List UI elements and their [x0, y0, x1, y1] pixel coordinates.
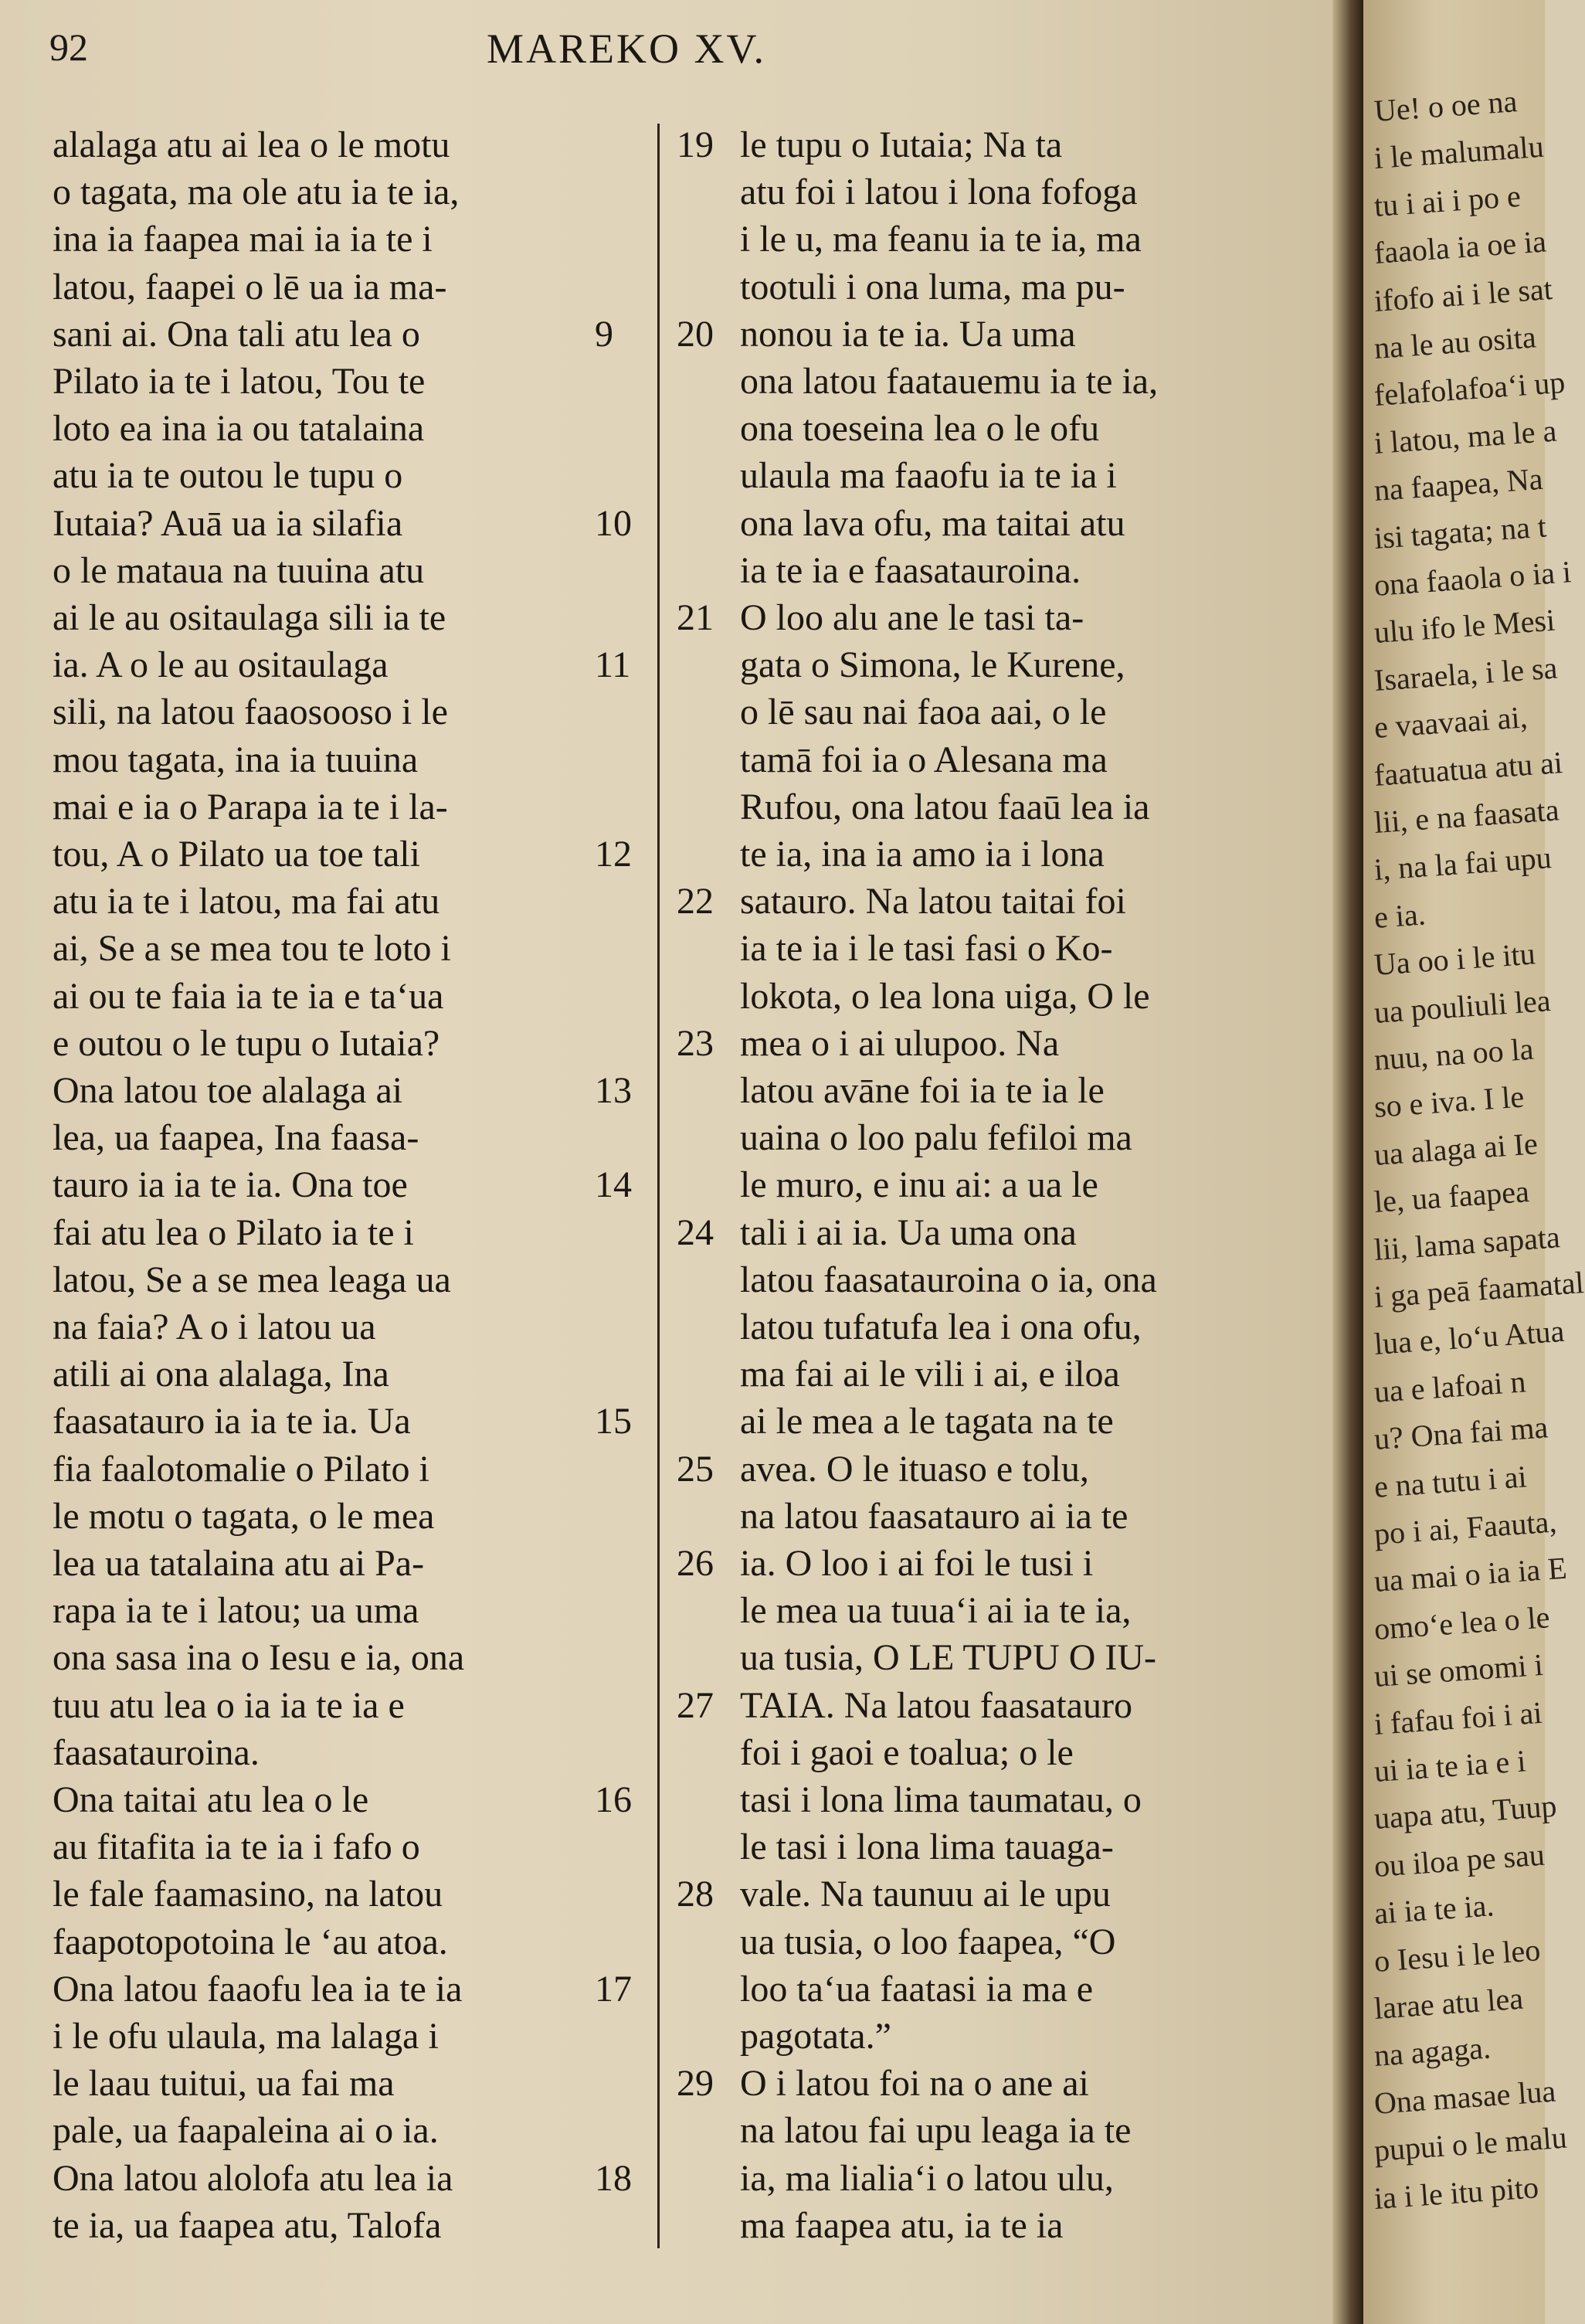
facing-page-text-line: na faapea, Na — [1373, 460, 1544, 508]
verse-number: 29 — [677, 2063, 714, 2105]
facing-page-text-line: e ia. — [1373, 896, 1427, 935]
verse-number: 18 — [595, 2157, 632, 2199]
left-column-text-line: tauro ia ia te ia. Ona toe — [53, 1164, 408, 1206]
right-column-text-line: O loo alu ane le tasi ta- — [740, 597, 1084, 638]
facing-page-text-line: ui se omomi i — [1373, 1646, 1544, 1694]
facing-page-text-line: isi tagata; na t — [1373, 508, 1548, 556]
left-column-text-line: au fitafita ia te ia i fafo o — [53, 1826, 420, 1868]
verse-number: 17 — [595, 1968, 632, 2010]
facing-page-text-line: so e iva. I le — [1373, 1079, 1526, 1125]
left-column-text-line: le fale faamasino, na latou — [53, 1874, 443, 1915]
facing-page-text-line: Ona masae lua — [1373, 2073, 1557, 2121]
left-column-text-line: faasatauroina. — [53, 1731, 260, 1773]
verse-number: 9 — [595, 313, 613, 355]
facing-page-text-line: ua e lafoai n — [1373, 1364, 1527, 1409]
left-column-text-line: Ona latou toe alalaga ai — [53, 1070, 403, 1111]
left-column-text-line: Ona latou alolofa atu lea ia — [53, 2157, 453, 2199]
facing-page-text-line: nuu, na oo la — [1373, 1031, 1535, 1077]
right-column-text-line: o lē sau nai faoa aai, o le — [740, 691, 1107, 733]
left-column-text-line: atu ia te outou le tupu o — [53, 455, 403, 497]
verse-number: 21 — [677, 597, 714, 638]
verse-number: 26 — [677, 1543, 714, 1584]
verse-number: 11 — [595, 644, 631, 686]
left-column-text-line: tuu atu lea o ia ia te ia e — [53, 1684, 405, 1726]
left-column-text-line: fai atu lea o Pilato ia te i — [53, 1211, 414, 1253]
left-column-text-line: lea, ua faapea, Ina faasa- — [53, 1117, 419, 1159]
facing-page-text-line: i, na la fai upu — [1373, 840, 1553, 888]
verse-number: 13 — [595, 1070, 632, 1111]
verse-number: 19 — [677, 124, 714, 165]
right-column-text-line: avea. O le ituaso e tolu, — [740, 1448, 1089, 1490]
left-column-text-line: latou, faapei o lē ua ia ma- — [53, 266, 447, 307]
verse-number: 24 — [677, 1211, 714, 1253]
column-divider — [657, 124, 660, 2248]
facing-page-text-line: le, ua faapea — [1373, 1174, 1531, 1220]
facing-page-text-line: ua mai o ia ia E — [1373, 1551, 1568, 1599]
facing-page-text-line: lii, e na faasata — [1373, 792, 1560, 840]
facing-page-text-line: omoʻe lea o le — [1373, 1599, 1551, 1646]
left-column-text-line: te ia, ua faapea atu, Talofa — [53, 2204, 442, 2246]
left-column-text-line: na faia? A o i latou ua — [53, 1306, 376, 1347]
facing-page — [1363, 0, 1585, 2324]
left-column-text-line: ia. A o le au ositaulaga — [53, 644, 389, 686]
left-column-text-line: latou, Se a se mea leaga ua — [53, 1259, 451, 1300]
facing-page-text-line: po i ai, Faauta, — [1373, 1503, 1558, 1551]
right-column-text-line: ia te ia i le tasi fasi o Ko- — [740, 928, 1113, 970]
right-column-text-line: ona latou faatauemu ia te ia, — [740, 361, 1159, 402]
facing-page-text-line: Isaraela, i le sa — [1373, 650, 1559, 698]
verse-number: 28 — [677, 1874, 714, 1915]
facing-page-text-line: o Iesu i le leo — [1373, 1932, 1542, 1979]
left-column-text-line: mou tagata, ina ia tuuina — [53, 739, 419, 780]
right-column-text-line: latou faasatauroina o ia, ona — [740, 1259, 1157, 1300]
left-column-text-line: ai ou te faia ia te ia e taʻua — [53, 975, 444, 1017]
right-column-text-line: ua tusia, o loo faapea, “O — [740, 1921, 1116, 1962]
right-column-text-line: ulaula ma faaofu ia te ia i — [740, 455, 1117, 497]
left-column-text-line: ai, Se a se mea tou te loto i — [53, 928, 451, 970]
right-column-text-line: O i latou foi na o ane ai — [740, 2063, 1089, 2105]
right-column-text-line: Rufou, ona latou faaū lea ia — [740, 786, 1150, 827]
right-column-text-line: mea o i ai ulupoo. Na — [740, 1022, 1060, 1064]
left-column-text-line: rapa ia te i latou; ua uma — [53, 1590, 419, 1632]
left-column-text-line: atili ai ona alalaga, Ina — [53, 1354, 389, 1395]
facing-page-text-line: i ga peā faamatal — [1373, 1265, 1585, 1314]
right-column-text-line: ona toeseina lea o le ofu — [740, 408, 1100, 450]
verse-number: 25 — [677, 1448, 714, 1490]
right-column-text-line: ma fai ai le vili i ai, e iloa — [740, 1354, 1120, 1395]
left-column-text-line: pale, ua faapaleina ai o ia. — [53, 2110, 439, 2152]
facing-page-text-line: felafolafoaʻi up — [1373, 365, 1566, 413]
right-column-text-line: ai le mea a le tagata na te — [740, 1401, 1114, 1442]
left-column-text-line: o le mataua na tuuina atu — [53, 549, 425, 591]
facing-page-text-line: na agaga. — [1373, 2030, 1492, 2074]
right-column-text-line: ma faapea atu, ia te ia — [740, 2204, 1064, 2246]
right-column-text-line: TAIA. Na latou faasatauro — [740, 1684, 1132, 1726]
left-column-text-line: tou, A o Pilato ua toe tali — [53, 834, 420, 875]
running-head: MAREKO XV. — [487, 25, 767, 72]
verse-number: 15 — [595, 1401, 632, 1442]
left-column-text-line: Pilato ia te i latou, Tou te — [53, 361, 426, 402]
left-column-text-line: sani ai. Ona tali atu lea o — [53, 313, 420, 355]
right-column-text-line: le muro, e inu ai: a ua le — [740, 1164, 1098, 1206]
right-column-text-line: tali i ai ia. Ua uma ona — [740, 1211, 1077, 1253]
facing-page-text-line: Ue! o oe na — [1373, 83, 1519, 128]
verse-number: 14 — [595, 1164, 632, 1206]
facing-page-text-line: ai ia te ia. — [1373, 1887, 1495, 1932]
right-column-text-line: ia te ia e faasatauroina. — [740, 549, 1081, 591]
facing-page-text-line: ia i le itu pito — [1373, 2169, 1540, 2216]
left-column-text-line: fia faalotomalie o Pilato i — [53, 1448, 429, 1490]
right-column-text-line: le mea ua tuuaʻi ai ia te ia, — [740, 1590, 1132, 1632]
facing-page-text-line: ua pouliuli lea — [1373, 982, 1552, 1030]
left-column-text-line: i le ofu ulaula, ma lalaga i — [53, 2016, 439, 2057]
facing-page-text-line: e vaavaai ai, — [1373, 699, 1529, 746]
right-column-text-line: na latou fai upu leaga ia te — [740, 2110, 1132, 2152]
verse-number: 23 — [677, 1022, 714, 1064]
right-column-text-line: le tupu o Iutaia; Na ta — [740, 124, 1063, 165]
left-column-text-line: ona sasa ina o Iesu e ia, ona — [53, 1637, 465, 1679]
facing-page-text-line: ua alaga ai Ie — [1373, 1126, 1539, 1172]
verse-number: 27 — [677, 1684, 714, 1726]
facing-page-text-line: e na tutu i ai — [1373, 1458, 1528, 1504]
facing-page-text-line: i fafau foi i ai — [1373, 1694, 1543, 1741]
right-column-text-line: ua tusia, O LE TUPU O IU- — [740, 1637, 1157, 1679]
right-column-text-line: i le u, ma feanu ia te ia, ma — [740, 219, 1142, 260]
facing-page-text-line: ulu ifo le Mesi — [1373, 603, 1556, 651]
facing-page-text-line: Ua oo i le itu — [1373, 936, 1536, 983]
facing-page-text-line: ona faaola o ia i — [1373, 554, 1573, 603]
facing-page-text-line: tu i ai i po e — [1373, 178, 1522, 223]
facing-page-text-line: ifofo ai i le sat — [1373, 270, 1554, 318]
right-column-text-line: na latou faasatauro ai ia te — [740, 1495, 1129, 1537]
right-column-text-line: ona lava ofu, ma taitai atu — [740, 502, 1125, 544]
left-column-text-line: le laau tuitui, ua fai ma — [53, 2063, 395, 2105]
facing-page-text-line: lii, lama sapata — [1373, 1218, 1561, 1267]
left-column-text-line: Ona latou faaofu lea ia te ia — [53, 1968, 463, 2010]
verse-number: 16 — [595, 1779, 632, 1820]
left-column-text-line: Ona taitai atu lea o le — [53, 1779, 369, 1820]
right-column-text-line: te ia, ina ia amo ia i lona — [740, 834, 1105, 875]
left-column-text-line: le motu o tagata, o le mea — [53, 1495, 435, 1537]
left-column-text-line: atu ia te i latou, ma fai atu — [53, 881, 440, 922]
facing-page-text-line: larae atu lea — [1373, 1980, 1525, 2026]
right-column-text-line: ia, ma lialiaʻi o latou ulu, — [740, 2157, 1114, 2199]
right-column-text-line: atu foi i latou i lona fofoga — [740, 172, 1138, 213]
left-column-text-line: faapotopotoina le ʻau atoa. — [53, 1921, 448, 1962]
page-number: 92 — [49, 25, 88, 69]
right-column-text-line: le tasi i lona lima tauaga- — [740, 1826, 1114, 1868]
facing-page-text-line: ou iloa pe sau — [1373, 1836, 1546, 1884]
left-column-text-line: alalaga atu ai lea o le motu — [53, 124, 450, 165]
right-column-text-line: gata o Simona, le Kurene, — [740, 644, 1125, 686]
facing-page-text-line: faaola ia oe ia — [1373, 223, 1548, 271]
right-column-text-line: tootuli i ona luma, ma pu- — [740, 266, 1125, 307]
right-column-text-line: vale. Na taunuu ai le upu — [740, 1874, 1111, 1915]
right-column-text-line: pagotata.” — [740, 2016, 891, 2057]
left-column-text-line: faasatauro ia ia te ia. Ua — [53, 1401, 411, 1442]
verse-number: 12 — [595, 834, 632, 875]
facing-page-text-line: ui ia te ia e i — [1373, 1743, 1527, 1789]
book-gutter — [1332, 0, 1363, 2324]
facing-page-text-line: i latou, ma le a — [1373, 413, 1558, 460]
right-column-text-line: lokota, o lea lona uiga, O le — [740, 975, 1150, 1017]
left-column-text-line: sili, na latou faaosooso i le — [53, 691, 448, 733]
facing-page-text-line: i le malumalu — [1373, 129, 1545, 176]
verse-number: 22 — [677, 881, 714, 922]
right-column-text-line: loo taʻua faatasi ia ma e — [740, 1968, 1094, 2010]
facing-page-text-line: uapa atu, Tuup — [1373, 1788, 1558, 1836]
right-column-text-line: ia. O loo i ai foi le tusi i — [740, 1543, 1094, 1584]
left-column-text-line: loto ea ina ia ou tatalaina — [53, 408, 425, 450]
facing-page-text-line: pupui o le malu — [1373, 2119, 1568, 2169]
right-column-text-line: tasi i lona lima taumatau, o — [740, 1779, 1142, 1820]
verse-number: 20 — [677, 313, 714, 355]
right-column-text-line: latou avāne foi ia te ia le — [740, 1070, 1105, 1111]
left-column-text-line: lea ua tatalaina atu ai Pa- — [53, 1543, 425, 1584]
verse-number: 10 — [595, 502, 632, 544]
left-column-text-line: e outou o le tupu o Iutaia? — [53, 1022, 440, 1064]
left-column-text-line: mai e ia o Parapa ia te i la- — [53, 786, 448, 827]
left-column-text-line: ina ia faapea mai ia ia te i — [53, 219, 433, 260]
right-column-text-line: satauro. Na latou taitai foi — [740, 881, 1126, 922]
right-column-text-line: foi i gaoi e toalua; o le — [740, 1731, 1074, 1773]
left-column-text-line: Iutaia? Auā ua ia silafia — [53, 502, 403, 544]
right-column-text-line: latou tufatufa lea i ona ofu, — [740, 1306, 1142, 1347]
right-column-text-line: tamā foi ia o Alesana ma — [740, 739, 1108, 780]
left-column-text-line: ai le au ositaulaga sili ia te — [53, 597, 446, 638]
facing-page-text-line: faatuatua atu ai — [1373, 744, 1564, 793]
facing-page-text-line: u? Ona fai ma — [1373, 1409, 1549, 1457]
right-column-text-line: nonou ia te ia. Ua uma — [740, 313, 1076, 355]
facing-page-text-line: lua e, loʻu Atua — [1373, 1313, 1566, 1362]
right-column-text-line: uaina o loo palu fefiloi ma — [740, 1117, 1132, 1159]
facing-page-text-line: na le au osita — [1373, 319, 1537, 365]
left-column-text-line: o tagata, ma ole atu ia te ia, — [53, 172, 460, 213]
